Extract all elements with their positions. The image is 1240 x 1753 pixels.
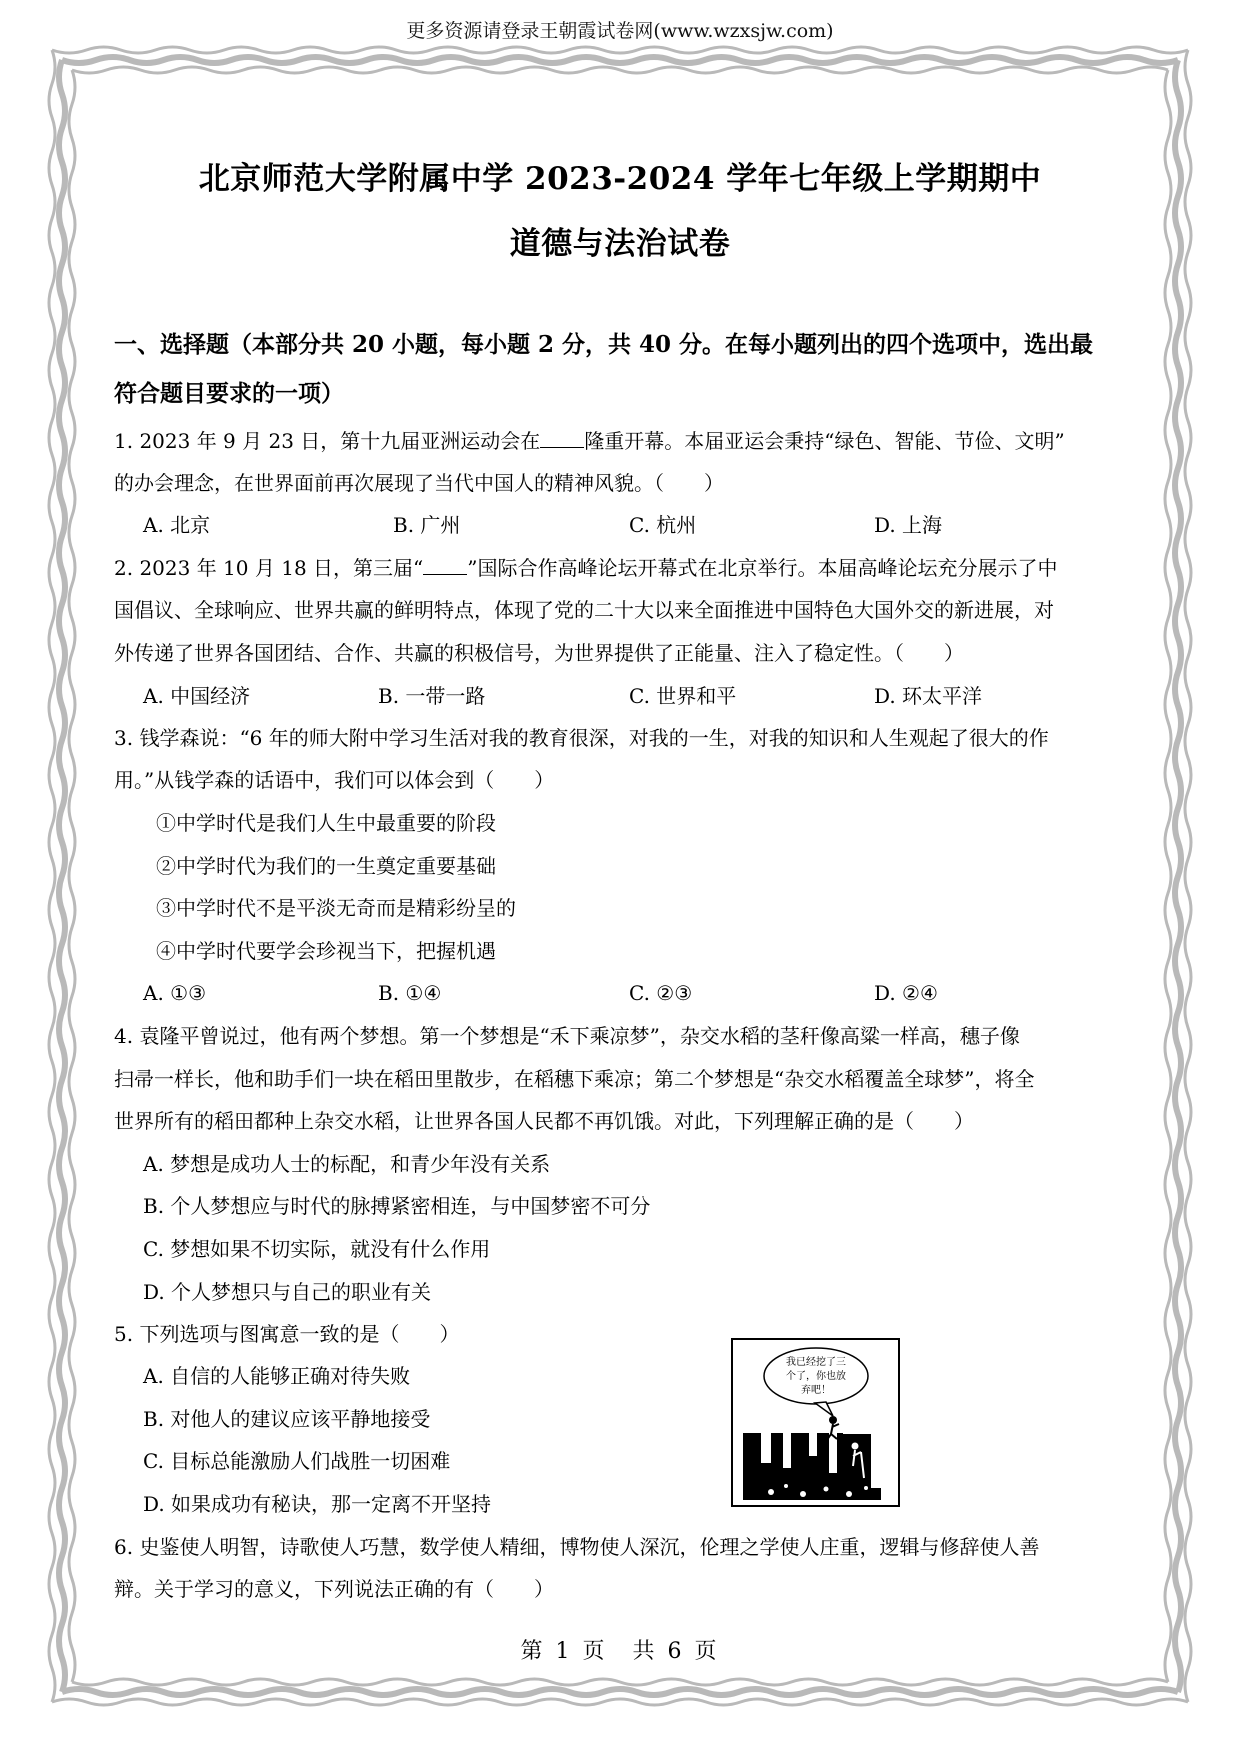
question-4-option-b: B. 个人梦想应与时代的脉搏紧密相连，与中国梦密不可分: [143, 1194, 651, 1218]
border-wave: [69, 70, 75, 1682]
border-wave: [1175, 60, 1181, 1692]
question-5-option-a: A. 自信的人能够正确对待失败: [143, 1364, 411, 1388]
question-3-line1: 3. 钱学森说：“6 年的师大附中学习生活对我的教育很深，对我的一生，对我的知识和人生观起了很大的作: [114, 726, 1049, 750]
question-2-option-b: B. 一带一路: [378, 684, 486, 708]
question-3-statement-3: ③中学时代不是平淡无奇而是精彩纷呈的: [156, 896, 516, 920]
question-3-statement-2: ②中学时代为我们的一生奠定重要基础: [156, 854, 496, 878]
question-2-text-a: 2. 2023 年 10 月 18 日，第三届“: [114, 556, 424, 580]
border-wave: [1165, 70, 1171, 1682]
question-1-line1: [114, 427, 1126, 455]
question-4-option-d: D. 个人梦想只与自己的职业有关: [143, 1280, 432, 1304]
question-3-statement-4: ④中学时代要学会珍视当下，把握机遇: [156, 939, 496, 963]
question-1-text-b: 隆重开幕。本届亚运会秉持“绿色、智能、节俭、文明”: [584, 429, 1065, 453]
border-wave: [72, 1679, 1168, 1685]
question-2-line3: 外传递了世界各国团结、合作、共赢的积极信号，为世界提供了正能量、注入了稳定性。（ ）: [114, 641, 964, 665]
question-1-option-d: D. 上海: [874, 513, 943, 537]
question-6-line1: 6. 史鉴使人明智，诗歌使人巧慧，数学使人精细，博物使人深沉，伦理之学使人庄重，逻辑与修辞使人善: [114, 1535, 1040, 1559]
question-3-line2: 用。”从钱学森的话语中，我们可以体会到（ ）: [114, 768, 555, 792]
question-3-option-b: B. ①④: [378, 981, 442, 1005]
section-heading-cont: 符合题目要求的一项）: [114, 380, 344, 407]
border-wave: [52, 1699, 1188, 1705]
question-2-line2: 国倡议、全球响应、世界共赢的鲜明特点，体现了党的二十大以来全面推进中国特色大国外交的新进展，对: [114, 598, 1054, 622]
border-wave: [59, 60, 65, 1692]
border-wave: [49, 50, 55, 1702]
question-4-line3: 世界所有的稻田都种上杂交水稻，让世界各国人民都不再饥饿。对此，下列理解正确的是（ ）: [114, 1109, 974, 1133]
digging-cartoon-illustration: [731, 1338, 900, 1507]
question-4-option-c: C. 梦想如果不切实际，就没有什么作用: [143, 1237, 491, 1261]
question-3-option-d: D. ②④: [874, 981, 938, 1005]
question-1-option-c: C. 杭州: [629, 513, 697, 537]
border-wave: [62, 57, 1178, 63]
border-wave: [72, 67, 1168, 73]
answer-blank: [540, 429, 584, 448]
question-5-option-c: C. 目标总能激励人们战胜一切困难: [143, 1449, 451, 1473]
answer-blank: [423, 556, 467, 575]
question-5-option-d: D. 如果成功有秘诀，那一定离不开坚持: [143, 1492, 492, 1516]
border-wave: [62, 1689, 1178, 1695]
site-banner: 更多资源请登录王朝霞试卷网(www.wzxsjw.com): [406, 20, 834, 42]
question-5-line1: 5. 下列选项与图寓意一致的是（ ）: [114, 1322, 460, 1346]
question-4-line2: 扫帚一样长，他和助手们一块在稻田里散步，在稻穗下乘凉；第二个梦想是“杂交水稻覆盖全球梦”，将全: [114, 1067, 1035, 1091]
question-2-line1: [114, 554, 1126, 582]
question-2-option-a: A. 中国经济: [143, 684, 251, 708]
question-4-option-a: A. 梦想是成功人士的标配，和青少年没有关系: [143, 1152, 551, 1176]
question-1-option-a: A. 北京: [143, 513, 211, 537]
border-wave: [1185, 50, 1191, 1702]
question-1-line2: 的办会理念，在世界面前再次展现了当代中国人的精神风貌。（ ）: [114, 471, 724, 495]
page-number: 第 1 页 共 6 页: [520, 1639, 720, 1664]
question-2-option-d: D. 环太平洋: [874, 684, 983, 708]
question-1-option-b: B. 广州: [393, 513, 461, 537]
question-6-line2: 辩。关于学习的意义，下列说法正确的有（ ）: [114, 1577, 554, 1601]
cartoon-bubble-text-1: 我已经挖了三: [786, 1357, 846, 1368]
question-2-option-c: C. 世界和平: [629, 684, 737, 708]
cartoon-bubble-text-2: 个了，你也放: [786, 1371, 846, 1382]
question-4-line1: 4. 袁隆平曾说过，他有两个梦想。第一个梦想是“禾下乘凉梦”，杂交水稻的茎秆像高粱一样高，穗子像: [114, 1024, 1020, 1048]
section-heading: 一、选择题（本部分共 20 小题，每小题 2 分，共 40 分。在每小题列出的四个选项中，选出最: [114, 331, 1094, 358]
exam-title-line1: 北京师范大学附属中学 2023-2024 学年七年级上学期期中: [198, 161, 1042, 197]
question-1-text-a: 1. 2023 年 9 月 23 日，第十九届亚洲运动会在: [114, 429, 541, 453]
exam-title-line2: 道德与法治试卷: [509, 226, 731, 262]
question-3-option-c: C. ②③: [629, 981, 693, 1005]
border-wave: [52, 47, 1188, 53]
question-3-option-a: A. ①③: [143, 981, 207, 1005]
question-3-statement-1: ①中学时代是我们人生中最重要的阶段: [156, 811, 496, 835]
question-5-option-b: B. 对他人的建议应该平静地接受: [143, 1407, 431, 1431]
question-2-text-b: ”国际合作高峰论坛开幕式在北京举行。本届高峰论坛充分展示了中: [467, 556, 1058, 580]
cartoon-bubble-text-3: 弃吧！: [801, 1385, 831, 1396]
